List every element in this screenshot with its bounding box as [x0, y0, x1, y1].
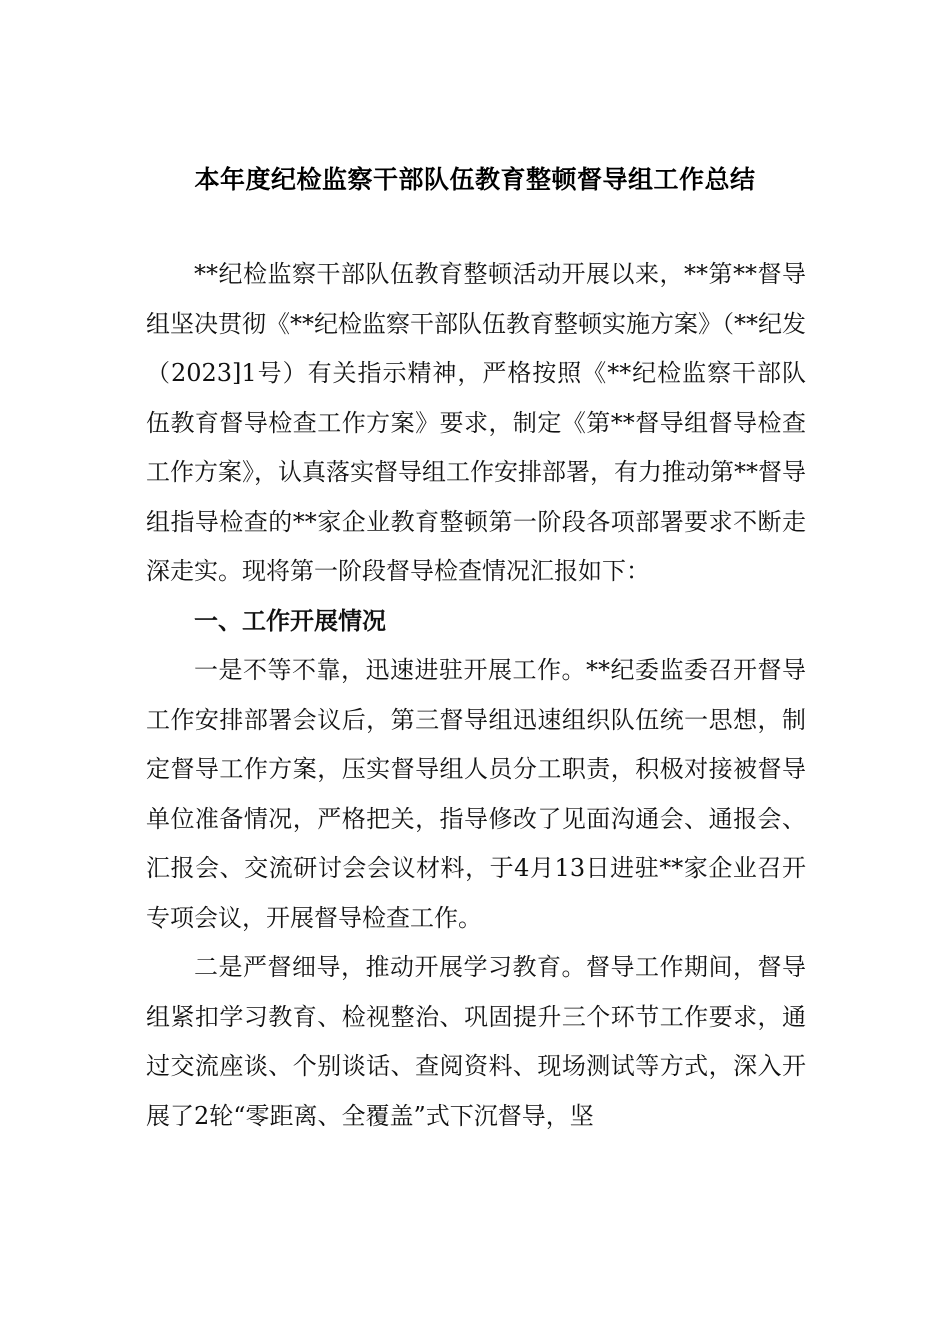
paragraph-second-point: 二是严督细导，推动开展学习教育。督导工作期间，督导组紧扣学习教育、检视整治、巩固提升三个环节工作要求，通过交流座谈、个别谈话、查阅资料、现场测试等方式，深入开展了2轮“零距离、全覆盖”式下沉督导，坚	[146, 953, 806, 1130]
document-title: 本年度纪检监察干部队伍教育整顿督导组工作总结	[194, 165, 756, 194]
section-heading-work-progress: 一、工作开展情况	[194, 606, 386, 635]
intro-paragraph: **纪检监察干部队伍教育整顿活动开展以来，**第**督导组坚决贯彻《**纪检监察干部队伍教育整顿实施方案》（**纪发（2023]1号）有关指示精神，严格按照《**纪检监察干部队伍教育督导检查工作方案》要求，制定《第**督导组督导检查工作方案》，认真落实督导组工作安排部署，有力推动第**督导组指导检查的**家企业教育整顿第一阶段各项部署要求不断走深走实。现将第一阶段督导检查情况汇报如下：	[146, 260, 806, 585]
document-body	[146, 250, 806, 1141]
paragraph-first-point: 一是不等不靠，迅速进驻开展工作。**纪委监委召开督导工作安排部署会议后，第三督导组迅速组织队伍统一思想，制定督导工作方案，压实督导组人员分工职责，积极对接被督导单位准备情况，严格把关，指导修改了见面沟通会、通报会、汇报会、交流研讨会会议材料，于4月13日进驻**家企业召开专项会议，开展督导检查工作。	[146, 656, 806, 932]
